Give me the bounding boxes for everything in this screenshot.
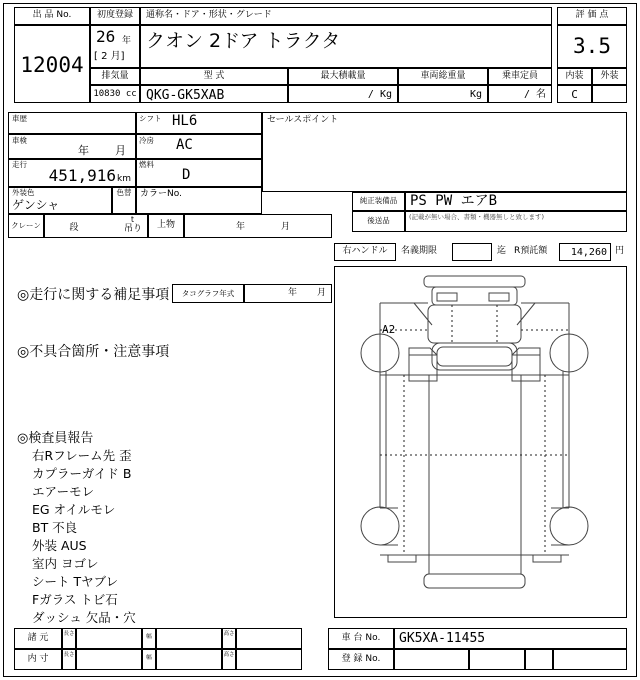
register-value-cell	[394, 649, 469, 670]
inner-label: 内 寸	[27, 654, 49, 664]
mileage-value: 451,916	[48, 166, 116, 185]
capacity-label: 乗車定員	[501, 71, 538, 81]
until-label: 迄	[497, 246, 507, 256]
tacho-month: 月	[317, 288, 327, 298]
crane-lift-unit: t	[131, 215, 134, 224]
interior-label: 内装	[565, 71, 584, 81]
grade-value: 3.5	[573, 34, 611, 58]
color-no-label: カラーNo.	[140, 189, 182, 199]
register-extra-cell-1	[469, 649, 525, 670]
body-label: 上物	[156, 220, 175, 230]
inspector-report-item: エアーモレ	[32, 484, 95, 499]
first-reg-label: 初度登録	[96, 10, 133, 20]
equipment-label: 純正装備品	[359, 196, 398, 205]
inspector-report-item: EG オイルモレ	[32, 502, 116, 517]
spec-width-label: 幅	[146, 634, 152, 640]
inspector-report-item: ダッシュ 欠品・穴	[32, 610, 136, 625]
interior-grade-value: C	[571, 88, 578, 101]
inspection-label: 車検	[12, 136, 27, 145]
inspector-report-item: BT 不良	[32, 520, 78, 535]
lot-no-label: 出 品 No.	[32, 10, 72, 20]
color-change-label: 色替	[116, 188, 132, 197]
mileage-note-title: ◎走行に関する補足事項	[17, 287, 170, 303]
tacho-year: 年	[288, 288, 298, 298]
defect-note-title: ◎不具合箇所・注意事項	[17, 344, 170, 360]
tacho-label: タコグラフ年式	[181, 289, 235, 298]
title-limit-label: 名義期限	[401, 246, 438, 256]
inner-length-label: 長さ	[63, 652, 75, 658]
vehicle-name-value: クオン 2ドア トラクタ	[146, 30, 341, 52]
model-label: 型 式	[203, 71, 225, 81]
gross-weight-value: Kg	[469, 89, 482, 100]
mileage-label: 走行	[12, 160, 27, 169]
inspector-report-item: シート Tヤブレ	[32, 574, 119, 589]
gross-weight-label: 車両総重量	[420, 71, 466, 81]
spec-label: 諸 元	[27, 633, 49, 643]
inspector-report-item: 室内 ヨゴレ	[32, 556, 99, 571]
chassis-label: 車 台 No.	[341, 633, 381, 643]
yen-label: 円	[615, 246, 625, 256]
later-label: 後送品	[367, 216, 390, 225]
inspector-report-item: Fガラス トビ石	[32, 592, 118, 607]
displacement-label: 排気量	[101, 71, 129, 81]
inspector-report-item: 右Rフレーム先 歪	[32, 448, 132, 463]
inner-height-label: 高さ	[223, 652, 235, 658]
ac-label: 冷房	[139, 136, 154, 145]
first-reg-month: [ 2 月]	[94, 51, 125, 62]
spec-length-label: 長さ	[63, 631, 75, 637]
spec-height-value-cell	[236, 628, 302, 649]
fuel-label: 燃料	[139, 160, 154, 169]
inspection-year: 年	[78, 144, 89, 157]
capacity-value: / 名	[523, 89, 546, 100]
shift-value: HL6	[172, 113, 198, 129]
deposit-label: R預託額	[514, 246, 548, 256]
ext-color-value: ゲンシャ	[12, 198, 60, 212]
body-month-label: 月	[281, 222, 291, 232]
damage-mark: A2	[382, 323, 396, 336]
max-load-label: 最大積載量	[320, 71, 366, 81]
grade-label: 評 価 点	[575, 10, 609, 20]
displacement-value: 10830 cc	[93, 89, 137, 99]
history-label: 車歴	[12, 114, 27, 123]
deposit-value: 14,260	[570, 247, 607, 258]
crane-lift-label: 吊り	[124, 224, 143, 234]
inner-length-value-cell	[76, 649, 142, 670]
spec-length-value-cell	[76, 628, 142, 649]
spec-width-value-cell	[156, 628, 222, 649]
lot-no-value: 12004	[20, 53, 84, 77]
inspection-month: 月	[115, 144, 126, 157]
register-extra-cell-2	[525, 649, 553, 670]
equipment-value: PS PW エアB	[410, 193, 498, 209]
vehicle-name-label: 通称名・ドア・形状・グレード	[146, 10, 272, 20]
inner-width-value-cell	[156, 649, 222, 670]
crane-stage-label: 段	[69, 223, 79, 233]
sales-point-label: セールスポイント	[267, 115, 339, 125]
right-handle-label: 右ハンドル	[342, 246, 388, 256]
first-reg-year: 26	[96, 27, 116, 46]
register-extra-cell-3	[553, 649, 627, 670]
max-load-value: / Kg	[367, 89, 392, 100]
spec-height-label: 高さ	[223, 631, 235, 637]
register-label: 登 録 No.	[341, 654, 381, 664]
crane-label: クレーン	[11, 221, 41, 230]
ac-value: AC	[176, 137, 193, 153]
chassis-value: GK5XA-11455	[399, 631, 486, 646]
exterior-label: 外装	[600, 71, 619, 81]
shift-label: シフト	[139, 114, 162, 123]
inner-height-value-cell	[236, 649, 302, 670]
body-year-label: 年	[236, 222, 246, 232]
inspector-title: ◎検査員報告	[17, 431, 94, 446]
mileage-unit: km	[117, 174, 131, 184]
first-reg-year-unit: 年	[122, 36, 132, 46]
fuel-value: D	[182, 167, 191, 183]
inner-width-label: 幅	[146, 655, 152, 661]
model-value: QKG-GK5XAB	[146, 88, 225, 103]
inspector-report-item: 外装 AUS	[32, 538, 87, 553]
inspector-report-item: カプラーガイド B	[32, 466, 132, 481]
ext-color-label: 外装色	[12, 188, 35, 197]
later-note: (記載が無い場合、書類・機器無しと致します)	[409, 213, 545, 221]
